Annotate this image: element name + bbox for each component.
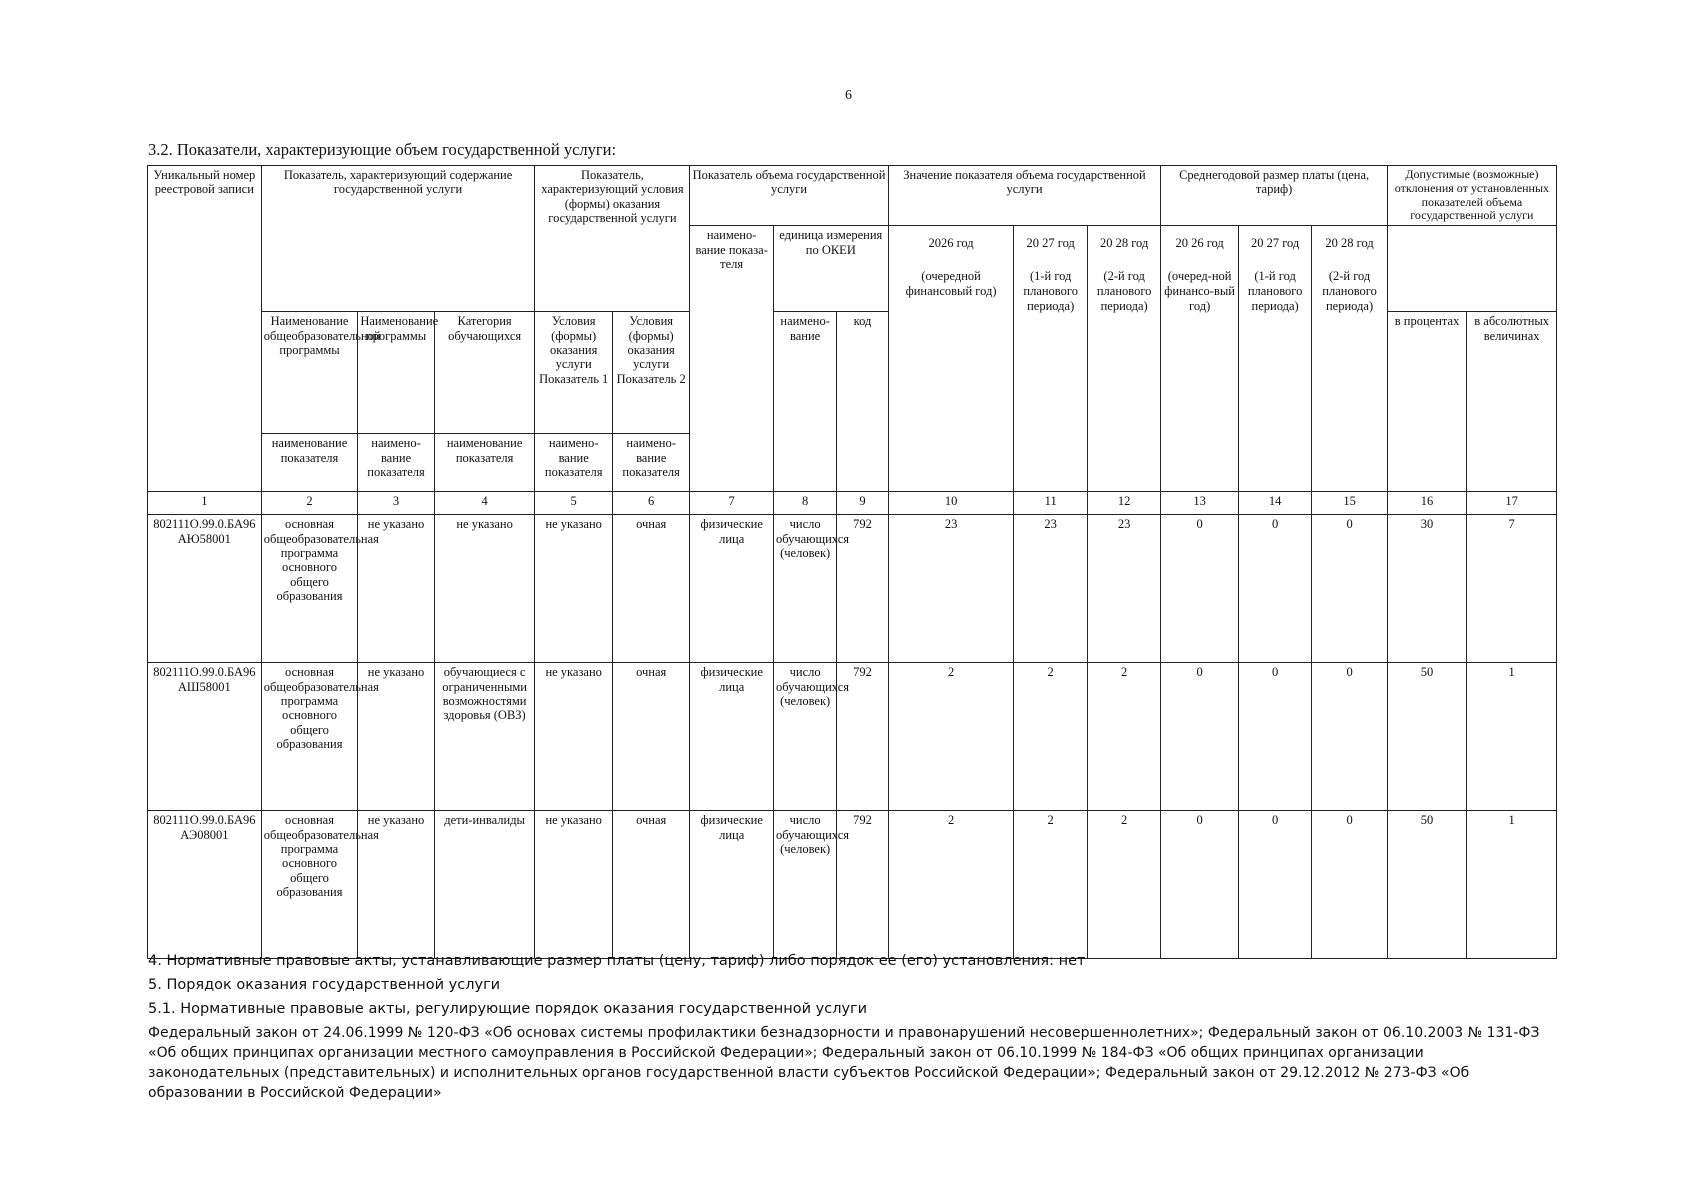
cell-value-2027: 23 (1014, 515, 1087, 663)
header-condition-1: Условия (формы) оказания услуги Показатель 1 (535, 312, 612, 434)
column-number: 4 (434, 492, 535, 515)
header-category: Категория обучающихся (434, 312, 535, 434)
cell-deviation-absolute: 1 (1467, 811, 1557, 959)
header-average-fee: Среднегодовой размер платы (цена, тариф) (1161, 166, 1387, 226)
laws-list: Федеральный закон от 24.06.1999 № 120-ФЗ «Об основах системы профилактики безнадзорности и правонарушений несовершеннолетних»; Федеральный закон от 06.10.2003 № 131-ФЗ «Об общих принципах организации местного самоуправления в Российской Федерации»; Федеральный закон от 06.10.1999 № 184-ФЗ «Об общих принципах организации законодательных (представительных) и исполнительных органов государственной власти субъектов Российской Федерации»; Федеральный закон от 29.12.2012 № 273-ФЗ «Об образовании в Российской Федерации» (148, 1025, 1540, 1101)
cell-unit-code: 792 (837, 515, 888, 663)
column-number: 2 (261, 492, 358, 515)
header-year-2027 (1014, 226, 1087, 492)
cell-condition-1: не указано (535, 811, 612, 959)
column-number: 3 (358, 492, 434, 515)
cell-fee-2028: 0 (1312, 811, 1387, 959)
cell-unit-code: 792 (837, 663, 888, 811)
column-number: 15 (1312, 492, 1387, 515)
cell-value-2027: 2 (1014, 663, 1087, 811)
column-number: 10 (888, 492, 1014, 515)
cell-deviation-percent: 50 (1387, 663, 1467, 811)
fee-2026-label: 20 26 год (1175, 236, 1224, 251)
cell-deviation-absolute: 7 (1467, 515, 1557, 663)
header-content-indicator: Показатель, характеризующий содержание государственной услуги (261, 166, 535, 312)
note-4-fees: 4. Нормативные правовые акты, устанавливающие размер платы (цену, тариф) либо порядок ее (его) установления: нет (148, 953, 1086, 969)
header-fee-2027 (1238, 226, 1311, 492)
fee-2027-label: 20 27 год (1250, 236, 1300, 251)
subheader-name-5: наимено-вание показателя (612, 434, 690, 492)
header-unit-okei: единица измерения по ОКЕИ (773, 226, 888, 312)
note-5-procedure: 5. Порядок оказания государственной услуги (148, 977, 501, 993)
cell-value-2026: 2 (888, 663, 1014, 811)
cell-indicator-name: физические лица (690, 811, 774, 959)
volume-indicators-table (147, 165, 1557, 959)
cell-deviation-percent: 30 (1387, 515, 1467, 663)
cell-fee-2026: 0 (1161, 663, 1238, 811)
header-fee-2026 (1161, 226, 1238, 492)
column-number-row (148, 492, 1557, 515)
subheader-name-4: наимено-вание показателя (535, 434, 612, 492)
cell-fee-2027: 0 (1238, 811, 1311, 959)
cell-fee-2028: 0 (1312, 515, 1387, 663)
subheader-name-2: наимено-вание показателя (358, 434, 434, 492)
cell-unit-name: число обучающихся (человек) (773, 515, 836, 663)
cell-fee-2027: 0 (1238, 515, 1311, 663)
column-number: 11 (1014, 492, 1087, 515)
year-2027-label: 20 27 год (1026, 236, 1075, 251)
cell-value-2026: 23 (888, 515, 1014, 663)
cell-value-2028: 2 (1087, 811, 1160, 959)
column-number: 13 (1161, 492, 1238, 515)
year-2027-note: (1-й год планового периода) (1023, 269, 1078, 314)
cell-indicator-name: физические лица (690, 663, 774, 811)
column-number: 14 (1238, 492, 1311, 515)
column-number: 17 (1467, 492, 1557, 515)
header-program-name: Наименование общеобразовательной программы (261, 312, 358, 434)
cell-program-name: основная общеобразовательная программа основного общего образования (261, 811, 358, 959)
cell-program: не указано (358, 515, 434, 663)
header-unit-name: наимено-вание (773, 312, 836, 492)
header-program: Наименование программы (358, 312, 434, 434)
subheader-name-1: наименование показателя (261, 434, 358, 492)
cell-fee-2027: 0 (1238, 663, 1311, 811)
column-number: 8 (773, 492, 836, 515)
subheader-name-3: наименование показателя (434, 434, 535, 492)
cell-program-name: основная общеобразовательная программа основного общего образования (261, 663, 358, 811)
header-volume-value: Значение показателя объема государственной услуги (888, 166, 1161, 226)
cell-value-2028: 2 (1087, 663, 1160, 811)
header-conditions-indicator: Показатель, характеризующий условия (формы) оказания государственной услуги (535, 166, 690, 312)
cell-condition-1: не указано (535, 515, 612, 663)
header-deviation-spacer (1387, 226, 1556, 312)
column-number: 5 (535, 492, 612, 515)
header-indicator-name: наимено-вание показа-теля (690, 226, 774, 492)
header-deviation-percent: в процентах (1387, 312, 1467, 492)
fee-2027-note: (1-й год планового периода) (1247, 269, 1303, 314)
year-2028-label: 20 28 год (1099, 236, 1149, 251)
cell-condition-1: не указано (535, 663, 612, 811)
cell-deviation-percent: 50 (1387, 811, 1467, 959)
table-row (148, 515, 1557, 663)
cell-unit-name: число обучающихся (человек) (773, 811, 836, 959)
table-row (148, 663, 1557, 811)
cell-unit-code: 792 (837, 811, 888, 959)
fee-2026-note: (очеред-ной финансо-вый год) (1164, 269, 1235, 314)
note-5-1-acts: 5.1. Нормативные правовые акты, регулирующие порядок оказания государственной услуги (148, 1001, 868, 1017)
year-2026-note: (очередной финансовый год) (905, 269, 997, 299)
cell-condition-2: очная (612, 515, 690, 663)
cell-student-category: дети-инвалиды (434, 811, 535, 959)
cell-registry-number: 802111О.99.0.БА96АШ58001 (148, 663, 262, 811)
table-body (148, 515, 1557, 959)
cell-program-name: основная общеобразовательная программа основного общего образования (261, 515, 358, 663)
cell-program: не указано (358, 663, 434, 811)
cell-value-2027: 2 (1014, 811, 1087, 959)
cell-value-2026: 2 (888, 811, 1014, 959)
header-unit-code: код (837, 312, 888, 492)
cell-registry-number: 802111О.99.0.БА96АЭ08001 (148, 811, 262, 959)
header-unique-number: Уникальный номер реестровой записи (148, 166, 262, 492)
year-2028-note: (2-й год планового периода) (1096, 269, 1152, 314)
cell-student-category: обучающиеся с ограниченными возможностями здоровья (ОВЗ) (434, 663, 535, 811)
table-row (148, 811, 1557, 959)
fee-2028-label: 20 28 год (1325, 236, 1374, 251)
cell-unit-name: число обучающихся (человек) (773, 663, 836, 811)
year-2026-label: 2026 год (928, 236, 974, 251)
cell-condition-2: очная (612, 811, 690, 959)
cell-registry-number: 802111О.99.0.БА96АЮ58001 (148, 515, 262, 663)
cell-fee-2028: 0 (1312, 663, 1387, 811)
cell-condition-2: очная (612, 663, 690, 811)
page-number: 6 (845, 88, 852, 103)
header-deviations: Допустимые (возможные) отклонения от установленных показателей объема государственной услуги (1387, 166, 1556, 226)
cell-program: не указано (358, 811, 434, 959)
column-number: 9 (837, 492, 888, 515)
header-volume-indicator: Показатель объема государственной услуги (690, 166, 888, 226)
cell-value-2028: 23 (1087, 515, 1160, 663)
section-title: 3.2. Показатели, характеризующие объем государственной услуги: (148, 140, 617, 159)
header-condition-2: Условия (формы) оказания услуги Показатель 2 (612, 312, 690, 434)
column-number: 6 (612, 492, 690, 515)
column-number: 1 (148, 492, 262, 515)
column-number: 12 (1087, 492, 1160, 515)
cell-deviation-absolute: 1 (1467, 663, 1557, 811)
cell-indicator-name: физические лица (690, 515, 774, 663)
header-fee-2028 (1312, 226, 1387, 492)
column-number: 16 (1387, 492, 1467, 515)
header-year-2028 (1087, 226, 1160, 492)
cell-fee-2026: 0 (1161, 515, 1238, 663)
fee-2028-note: (2-й год планового периода) (1322, 269, 1377, 314)
header-year-2026 (888, 226, 1014, 492)
cell-fee-2026: 0 (1161, 811, 1238, 959)
header-deviation-absolute: в абсолютных величинах (1467, 312, 1557, 492)
column-number: 7 (690, 492, 774, 515)
cell-student-category: не указано (434, 515, 535, 663)
